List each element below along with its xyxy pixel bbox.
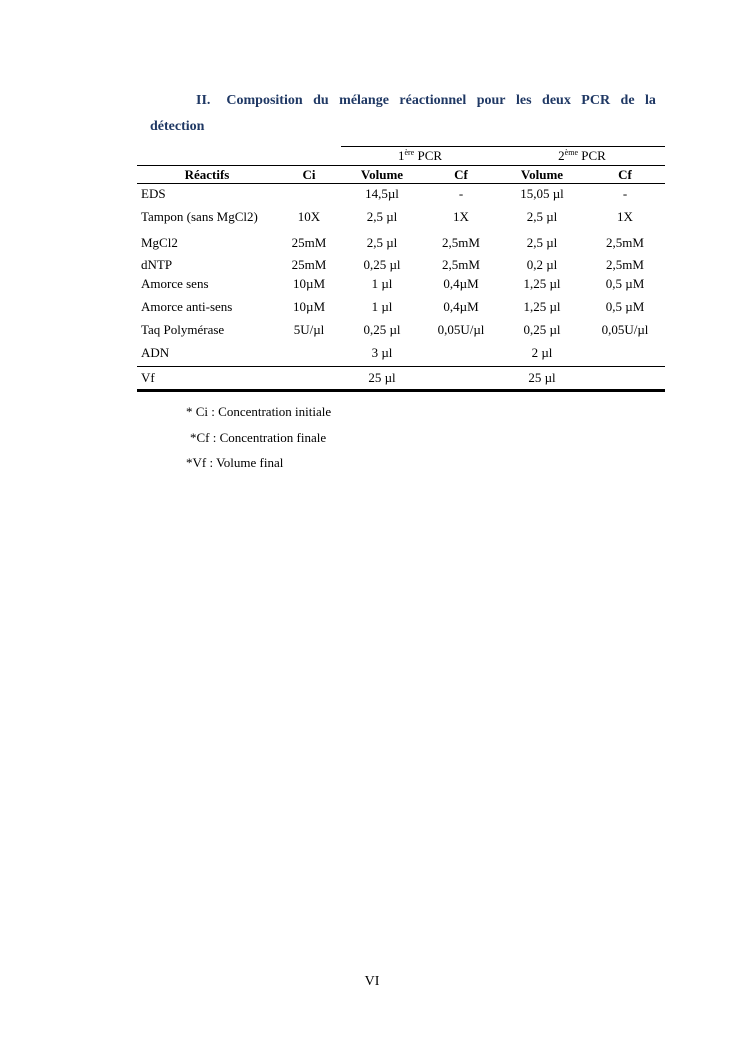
cell-vol1: 25 µl (341, 367, 423, 391)
title-word: du (313, 93, 329, 108)
cell-reagent: Tampon (sans MgCl2) (141, 209, 258, 224)
page-number: VI (364, 974, 380, 989)
footnote-vf: *Vf : Volume final (186, 455, 284, 470)
cell-vol2: 0,25 µl (523, 322, 561, 337)
cell-vol2: 0,2 µl (526, 257, 558, 272)
footnote-cf: *Cf : Concentration finale (190, 429, 327, 445)
cell-reagent: EDS (141, 186, 166, 201)
cell-vol1: 0,25 µl (363, 257, 401, 272)
table-row (137, 274, 665, 294)
cell-vol2: 2,5 µl (526, 209, 558, 224)
cell-reagent: Amorce anti-sens (141, 299, 233, 314)
cell-vol2: 1,25 µl (523, 276, 561, 291)
cell-cf1: 2,5mM (442, 235, 480, 250)
title-word: mélange (339, 93, 389, 108)
table-row-total (137, 367, 665, 391)
cell-cf2: 2,5mM (606, 257, 644, 272)
cell-cf1: - (458, 186, 464, 201)
cell-cf1: 0,4µM (443, 299, 479, 314)
cell-ci: 25mM (291, 257, 327, 272)
cell-cf1 (423, 340, 499, 367)
cell-cf2: 0,5 µM (605, 276, 645, 291)
cell-ci (277, 184, 341, 205)
table-row (137, 294, 665, 320)
col-header-volume-2: Volume (499, 166, 585, 184)
title-word: PCR (581, 93, 611, 108)
col-header-volume-1: Volume (341, 166, 423, 184)
cell-reagent: dNTP (141, 257, 173, 272)
cell-vol2: 25 µl (499, 367, 585, 391)
cell-reagent: MgCl2 (141, 235, 178, 250)
section-heading (150, 88, 656, 140)
table-row (137, 320, 665, 340)
cell-vol2: 1,25 µl (523, 299, 561, 314)
cell-reagent: Amorce sens (141, 276, 209, 291)
title-word: la (645, 93, 656, 108)
footnotes (186, 404, 331, 481)
cell-ci: 10X (297, 209, 321, 224)
footnote-ci: * Ci : Concentration initiale (186, 404, 332, 419)
table-row (137, 256, 665, 274)
col-header-reactifs: Réactifs (137, 166, 277, 184)
cell-vol2: 2 µl (531, 345, 553, 360)
cell-vol1: 2,5 µl (366, 235, 398, 250)
cell-vol1: 2,5 µl (366, 209, 398, 224)
table-row (137, 204, 665, 230)
section-title-line2: détection (150, 119, 205, 134)
cell-cf2: 0,5 µM (605, 299, 645, 314)
title-word: pour (476, 93, 506, 108)
cell-ci: 5U/µl (293, 322, 325, 337)
cell-vol2: 15,05 µl (520, 186, 564, 201)
group-header-pcr1: 1ère PCR (341, 147, 499, 166)
cell-vol1: 14,5µl (365, 186, 399, 201)
cell-cf2 (585, 340, 665, 367)
cell-reagent: Taq Polymérase (141, 322, 225, 337)
title-word: Composition (226, 93, 303, 108)
cell-vol2: 2,5 µl (526, 235, 558, 250)
cell-cf1: 1X (453, 209, 469, 224)
col-header-cf-2: Cf (585, 166, 665, 184)
cell-ci: 10µM (292, 276, 326, 291)
cell-cf2: 0,05U/µl (601, 322, 649, 337)
cell-ci (277, 340, 341, 367)
table-row (137, 184, 665, 205)
cell-ci: 10µM (292, 299, 326, 314)
title-word: réactionnel (399, 93, 467, 108)
cell-reagent: Vf (137, 367, 277, 391)
table-row (137, 340, 665, 367)
cell-cf1: 0,05U/µl (437, 322, 485, 337)
cell-ci: 25mM (291, 235, 327, 250)
cell-cf1: 0,4µM (443, 276, 479, 291)
group-header-pcr2: 2ème PCR (499, 147, 665, 166)
col-header-cf-1: Cf (423, 166, 499, 184)
title-word: les (516, 93, 532, 108)
cell-cf2: 2,5mM (606, 235, 644, 250)
cell-cf2: - (622, 186, 628, 201)
cell-reagent: ADN (141, 345, 170, 360)
reaction-mix-table (137, 146, 665, 392)
section-number: II. (196, 93, 211, 108)
cell-cf2: 1X (617, 209, 633, 224)
cell-vol1: 1 µl (371, 276, 393, 291)
cell-vol1: 0,25 µl (363, 322, 401, 337)
cell-vol1: 3 µl (371, 345, 393, 360)
cell-cf1: 2,5mM (442, 257, 480, 272)
title-word: de (620, 93, 635, 108)
table-row (137, 230, 665, 256)
cell-vol1: 1 µl (371, 299, 393, 314)
title-word: deux (542, 93, 571, 108)
col-header-ci: Ci (277, 166, 341, 184)
